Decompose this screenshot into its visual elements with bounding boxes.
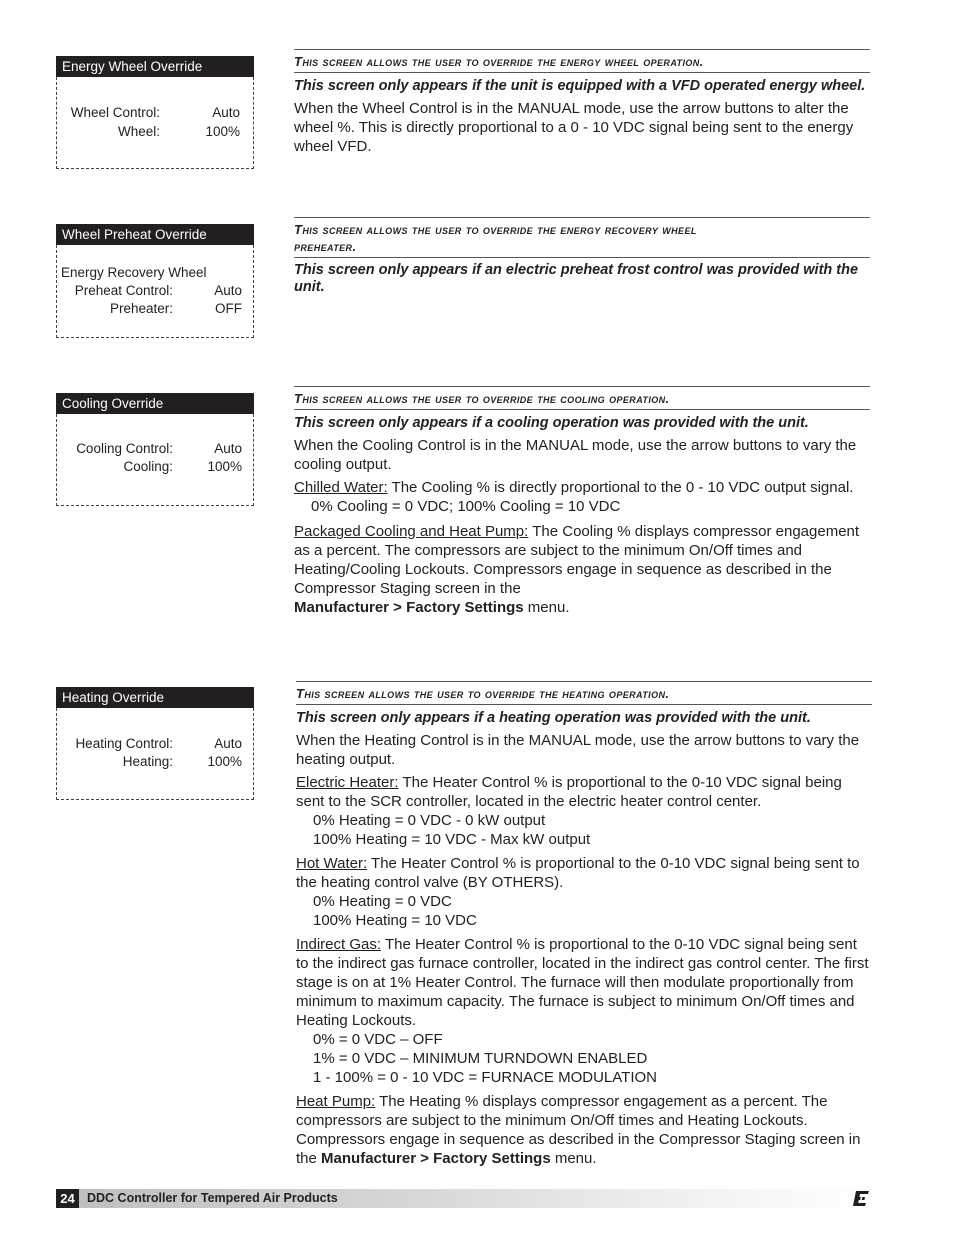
hot-water-value: 100% Heating = 10 VDC — [313, 912, 477, 929]
body-text: When the Wheel Control is in the MANUAL mode, use the arrow buttons to alter the wheel %. This is directly proportional to a 0 - 10 VDC signal being sent to the energy wheel VFD. — [294, 100, 854, 155]
row-value: Auto — [214, 283, 242, 298]
wheel-preheat-section — [294, 217, 870, 296]
indirect-gas-label: Indirect Gas: — [296, 936, 382, 953]
page-number: 24 — [56, 1189, 79, 1208]
energy-wheel-override-panel — [56, 56, 254, 169]
indirect-gas-value: 1 - 100% = 0 - 10 VDC = FURNACE MODULATION — [313, 1069, 657, 1086]
panel-row — [57, 440, 253, 458]
panel-body — [56, 414, 254, 506]
heading-line: This screen allows the user to override the energy recovery wheel — [294, 222, 697, 237]
menu-path: Manufacturer > Factory Settings — [294, 599, 524, 616]
electric-heater-value: 100% Heating = 10 VDC - Max kW output — [313, 831, 591, 848]
electric-heater-text: The Heater Control % is proportional to the 0-10 VDC signal being sent to the SCR controller, located in the electric heater control center. — [296, 774, 842, 810]
row-value: 100% — [205, 124, 240, 139]
heating-override-panel — [56, 687, 254, 800]
cooling-section — [294, 386, 870, 617]
row-label: Preheat Control: — [74, 283, 173, 298]
section-heading: This screen allows the user to override the heating operation. — [296, 686, 670, 701]
row-label: Cooling Control: — [76, 441, 173, 456]
packaged-cooling-label: Packaged Cooling and Heat Pump: — [294, 523, 529, 540]
row-value: 100% — [207, 459, 242, 474]
row-label: Energy Recovery Wheel — [61, 265, 207, 280]
panel-row — [57, 123, 253, 141]
chilled-water-values: 0% Cooling = 0 VDC; 100% Cooling = 10 VDC — [311, 498, 621, 515]
availability-note: This screen only appears if a heating operation was provided with the unit. — [296, 710, 811, 726]
electric-heater-value: 0% Heating = 0 VDC - 0 kW output — [313, 812, 546, 829]
row-value: Auto — [212, 105, 240, 120]
availability-note: This screen only appears if an electric preheat frost control was provided with the unit. — [294, 262, 859, 295]
page-footer — [56, 1189, 870, 1208]
brand-logo-icon — [852, 1190, 870, 1207]
row-value: Auto — [214, 441, 242, 456]
heating-section — [296, 681, 872, 1168]
indirect-gas-paragraph — [296, 935, 872, 1030]
panel-row — [57, 753, 253, 771]
chilled-water-label: Chilled Water: — [294, 479, 388, 496]
hot-water-value: 0% Heating = 0 VDC — [313, 893, 452, 910]
section-heading — [294, 218, 870, 257]
indirect-gas-value: 1% = 0 VDC – MINIMUM TURNDOWN ENABLED — [313, 1050, 648, 1067]
panel-row — [57, 735, 253, 753]
panel-body — [56, 77, 254, 169]
body-text: When the Heating Control is in the MANUAL mode, use the arrow buttons to vary the heating output. — [296, 732, 860, 768]
chilled-water-paragraph — [294, 478, 870, 497]
footer-title: DDC Controller for Tempered Air Products — [87, 1191, 338, 1205]
heading-line: preheater. — [294, 239, 357, 254]
panel-title: Cooling Override — [56, 393, 254, 414]
panel-row — [57, 104, 253, 122]
row-value: 100% — [207, 754, 242, 769]
panel-row — [57, 282, 253, 300]
row-label: Cooling: — [123, 459, 173, 474]
menu-suffix: menu. — [550, 1150, 597, 1167]
panel-row — [57, 264, 253, 282]
panel-title: Wheel Preheat Override — [56, 224, 254, 245]
hot-water-text: The Heater Control % is proportional to the 0-10 VDC signal being sent to the heating control valve (BY OTHERS). — [296, 855, 860, 891]
availability-note: This screen only appears if the unit is equipped with a VFD operated energy wheel. — [294, 78, 866, 94]
cooling-override-panel — [56, 393, 254, 506]
electric-heater-paragraph — [296, 773, 872, 811]
heat-pump-paragraph — [296, 1092, 872, 1168]
electric-heater-label: Electric Heater: — [296, 774, 399, 791]
section-heading: This screen allows the user to override the cooling operation. — [294, 391, 670, 406]
packaged-cooling-text: The Cooling % displays compressor engagement as a percent. The compressors are subject to the minimum On/Off times and Heating/Cooling Lockouts. Compressors engage in sequence as described in the Compressor Staging screen in the — [294, 523, 860, 597]
panel-title: Heating Override — [56, 687, 254, 708]
row-label: Preheater: — [109, 301, 173, 316]
menu-suffix: menu. — [523, 599, 570, 616]
energy-wheel-section — [294, 49, 870, 156]
panel-row — [57, 458, 253, 476]
row-label: Wheel Control: — [70, 105, 160, 120]
row-value: Auto — [214, 736, 242, 751]
menu-path: Manufacturer > Factory Settings — [321, 1150, 551, 1167]
panel-row — [57, 300, 253, 318]
chilled-water-text: The Cooling % is directly proportional to the 0 - 10 VDC output signal. — [387, 479, 854, 496]
indirect-gas-text: The Heater Control % is proportional to the 0-10 VDC signal being sent to the indirect gas furnace controller, located in the indirect gas control center. The first stage is on at 1% Heater Control. The furnace will then modulate proportionally from minimum to maximum capacity. The furnace is subject to minimum On/Off times and Heating Lockouts. — [296, 936, 869, 1029]
row-value: OFF — [215, 301, 242, 316]
heat-pump-text: The Heating % displays compressor engagement as a percent. The compressors are subject to the minimum On/Off times and Heating Lockouts. Compressors engage in sequence as described in the Compressor Staging screen in the — [296, 1093, 861, 1167]
hot-water-paragraph — [296, 854, 872, 892]
wheel-preheat-override-panel — [56, 224, 254, 338]
hot-water-label: Hot Water: — [296, 855, 368, 872]
packaged-cooling-paragraph — [294, 522, 870, 617]
panel-body — [56, 245, 254, 338]
row-label: Heating Control: — [75, 736, 173, 751]
row-label: Wheel: — [117, 124, 160, 139]
row-label: Heating: — [122, 754, 173, 769]
heat-pump-label: Heat Pump: — [296, 1093, 376, 1110]
panel-body — [56, 708, 254, 800]
panel-title: Energy Wheel Override — [56, 56, 254, 77]
indirect-gas-value: 0% = 0 VDC – OFF — [313, 1031, 443, 1048]
availability-note: This screen only appears if a cooling operation was provided with the unit. — [294, 415, 809, 431]
body-text: When the Cooling Control is in the MANUAL mode, use the arrow buttons to vary the cooling output. — [294, 437, 857, 473]
section-heading: This screen allows the user to override the energy wheel operation. — [294, 54, 704, 69]
